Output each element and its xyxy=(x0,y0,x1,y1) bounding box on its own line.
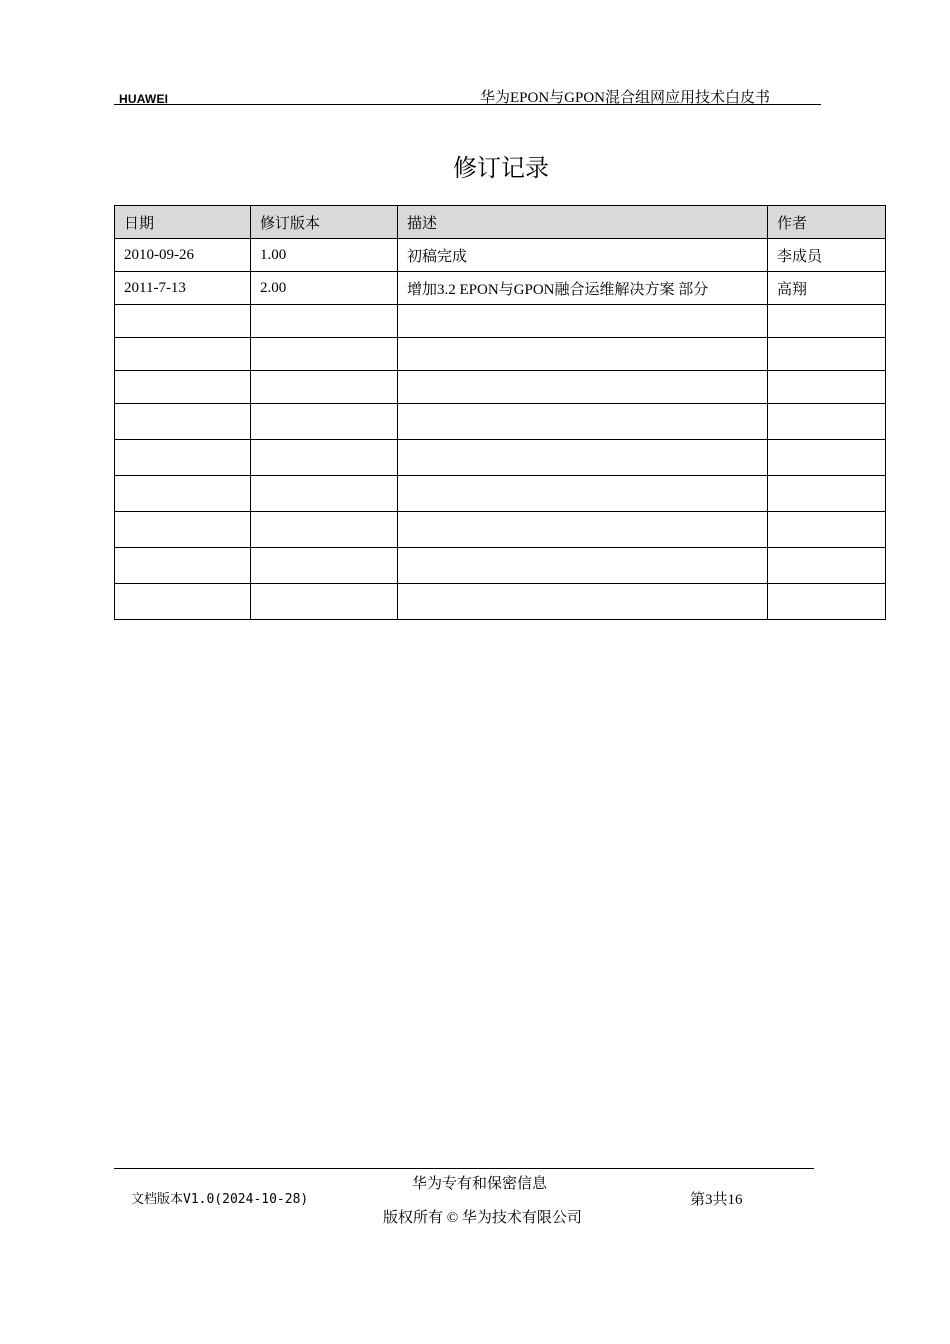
cell-version xyxy=(251,512,398,548)
cell-date xyxy=(115,548,251,584)
table-row xyxy=(115,476,886,512)
table-row xyxy=(115,272,886,305)
table-row xyxy=(115,404,886,440)
cell-description xyxy=(398,305,768,338)
document-header-title: 华为EPON与GPON混合组网应用技术白皮书 xyxy=(480,90,771,106)
column-header-author: 作者 xyxy=(768,206,886,239)
footer-document-version: 文档版本V1.0(2024-10-28) xyxy=(131,1192,309,1207)
column-header-description: 描述 xyxy=(398,206,768,239)
revision-table-header-row xyxy=(115,206,886,239)
cell-author xyxy=(768,584,886,620)
table-row xyxy=(115,440,886,476)
cell-version xyxy=(251,548,398,584)
cell-version xyxy=(251,476,398,512)
cell-description xyxy=(398,584,768,620)
cell-date xyxy=(115,404,251,440)
column-header-date: 日期 xyxy=(115,206,251,239)
column-header-version: 修订版本 xyxy=(251,206,398,239)
table-row xyxy=(115,548,886,584)
cell-description: 初稿完成 xyxy=(398,239,768,272)
footer-confidential-notice: 华为专有和保密信息 xyxy=(412,1176,548,1192)
cell-date xyxy=(115,512,251,548)
cell-description xyxy=(398,548,768,584)
table-row xyxy=(115,338,886,371)
header-divider xyxy=(114,104,821,105)
table-row xyxy=(115,239,886,272)
cell-description xyxy=(398,512,768,548)
cell-author xyxy=(768,371,886,404)
footer-divider xyxy=(114,1168,814,1169)
huawei-logo: HUAWEI xyxy=(119,92,169,106)
cell-description xyxy=(398,371,768,404)
cell-author xyxy=(768,548,886,584)
table-row xyxy=(115,305,886,338)
cell-description: 增加3.2 EPON与GPON融合运维解决方案 部分 xyxy=(398,272,768,305)
cell-description xyxy=(398,338,768,371)
cell-description xyxy=(398,440,768,476)
cell-description xyxy=(398,476,768,512)
cell-version xyxy=(251,440,398,476)
cell-version xyxy=(251,371,398,404)
cell-date xyxy=(115,338,251,371)
cell-version: 1.00 xyxy=(251,239,398,272)
cell-author xyxy=(768,440,886,476)
cell-author xyxy=(768,404,886,440)
cell-date xyxy=(115,371,251,404)
table-row xyxy=(115,512,886,548)
cell-date xyxy=(115,440,251,476)
cell-author xyxy=(768,512,886,548)
cell-date: 2010-09-26 xyxy=(115,239,251,272)
cell-version: 2.00 xyxy=(251,272,398,305)
cell-author: 高翔 xyxy=(768,272,886,305)
footer-page-number: 第3共16 xyxy=(690,1192,743,1208)
revision-table xyxy=(114,205,886,620)
revision-table-body xyxy=(115,239,886,620)
page-title: 修订记录 xyxy=(453,154,549,182)
cell-version xyxy=(251,338,398,371)
cell-author: 李成员 xyxy=(768,239,886,272)
cell-date xyxy=(115,305,251,338)
footer-copyright: 版权所有 © 华为技术有限公司 xyxy=(383,1210,582,1226)
table-row xyxy=(115,584,886,620)
cell-date xyxy=(115,584,251,620)
cell-author xyxy=(768,476,886,512)
cell-version xyxy=(251,404,398,440)
cell-version xyxy=(251,584,398,620)
cell-date: 2011-7-13 xyxy=(115,272,251,305)
cell-date xyxy=(115,476,251,512)
cell-version xyxy=(251,305,398,338)
cell-description xyxy=(398,404,768,440)
cell-author xyxy=(768,305,886,338)
cell-author xyxy=(768,338,886,371)
table-row xyxy=(115,371,886,404)
